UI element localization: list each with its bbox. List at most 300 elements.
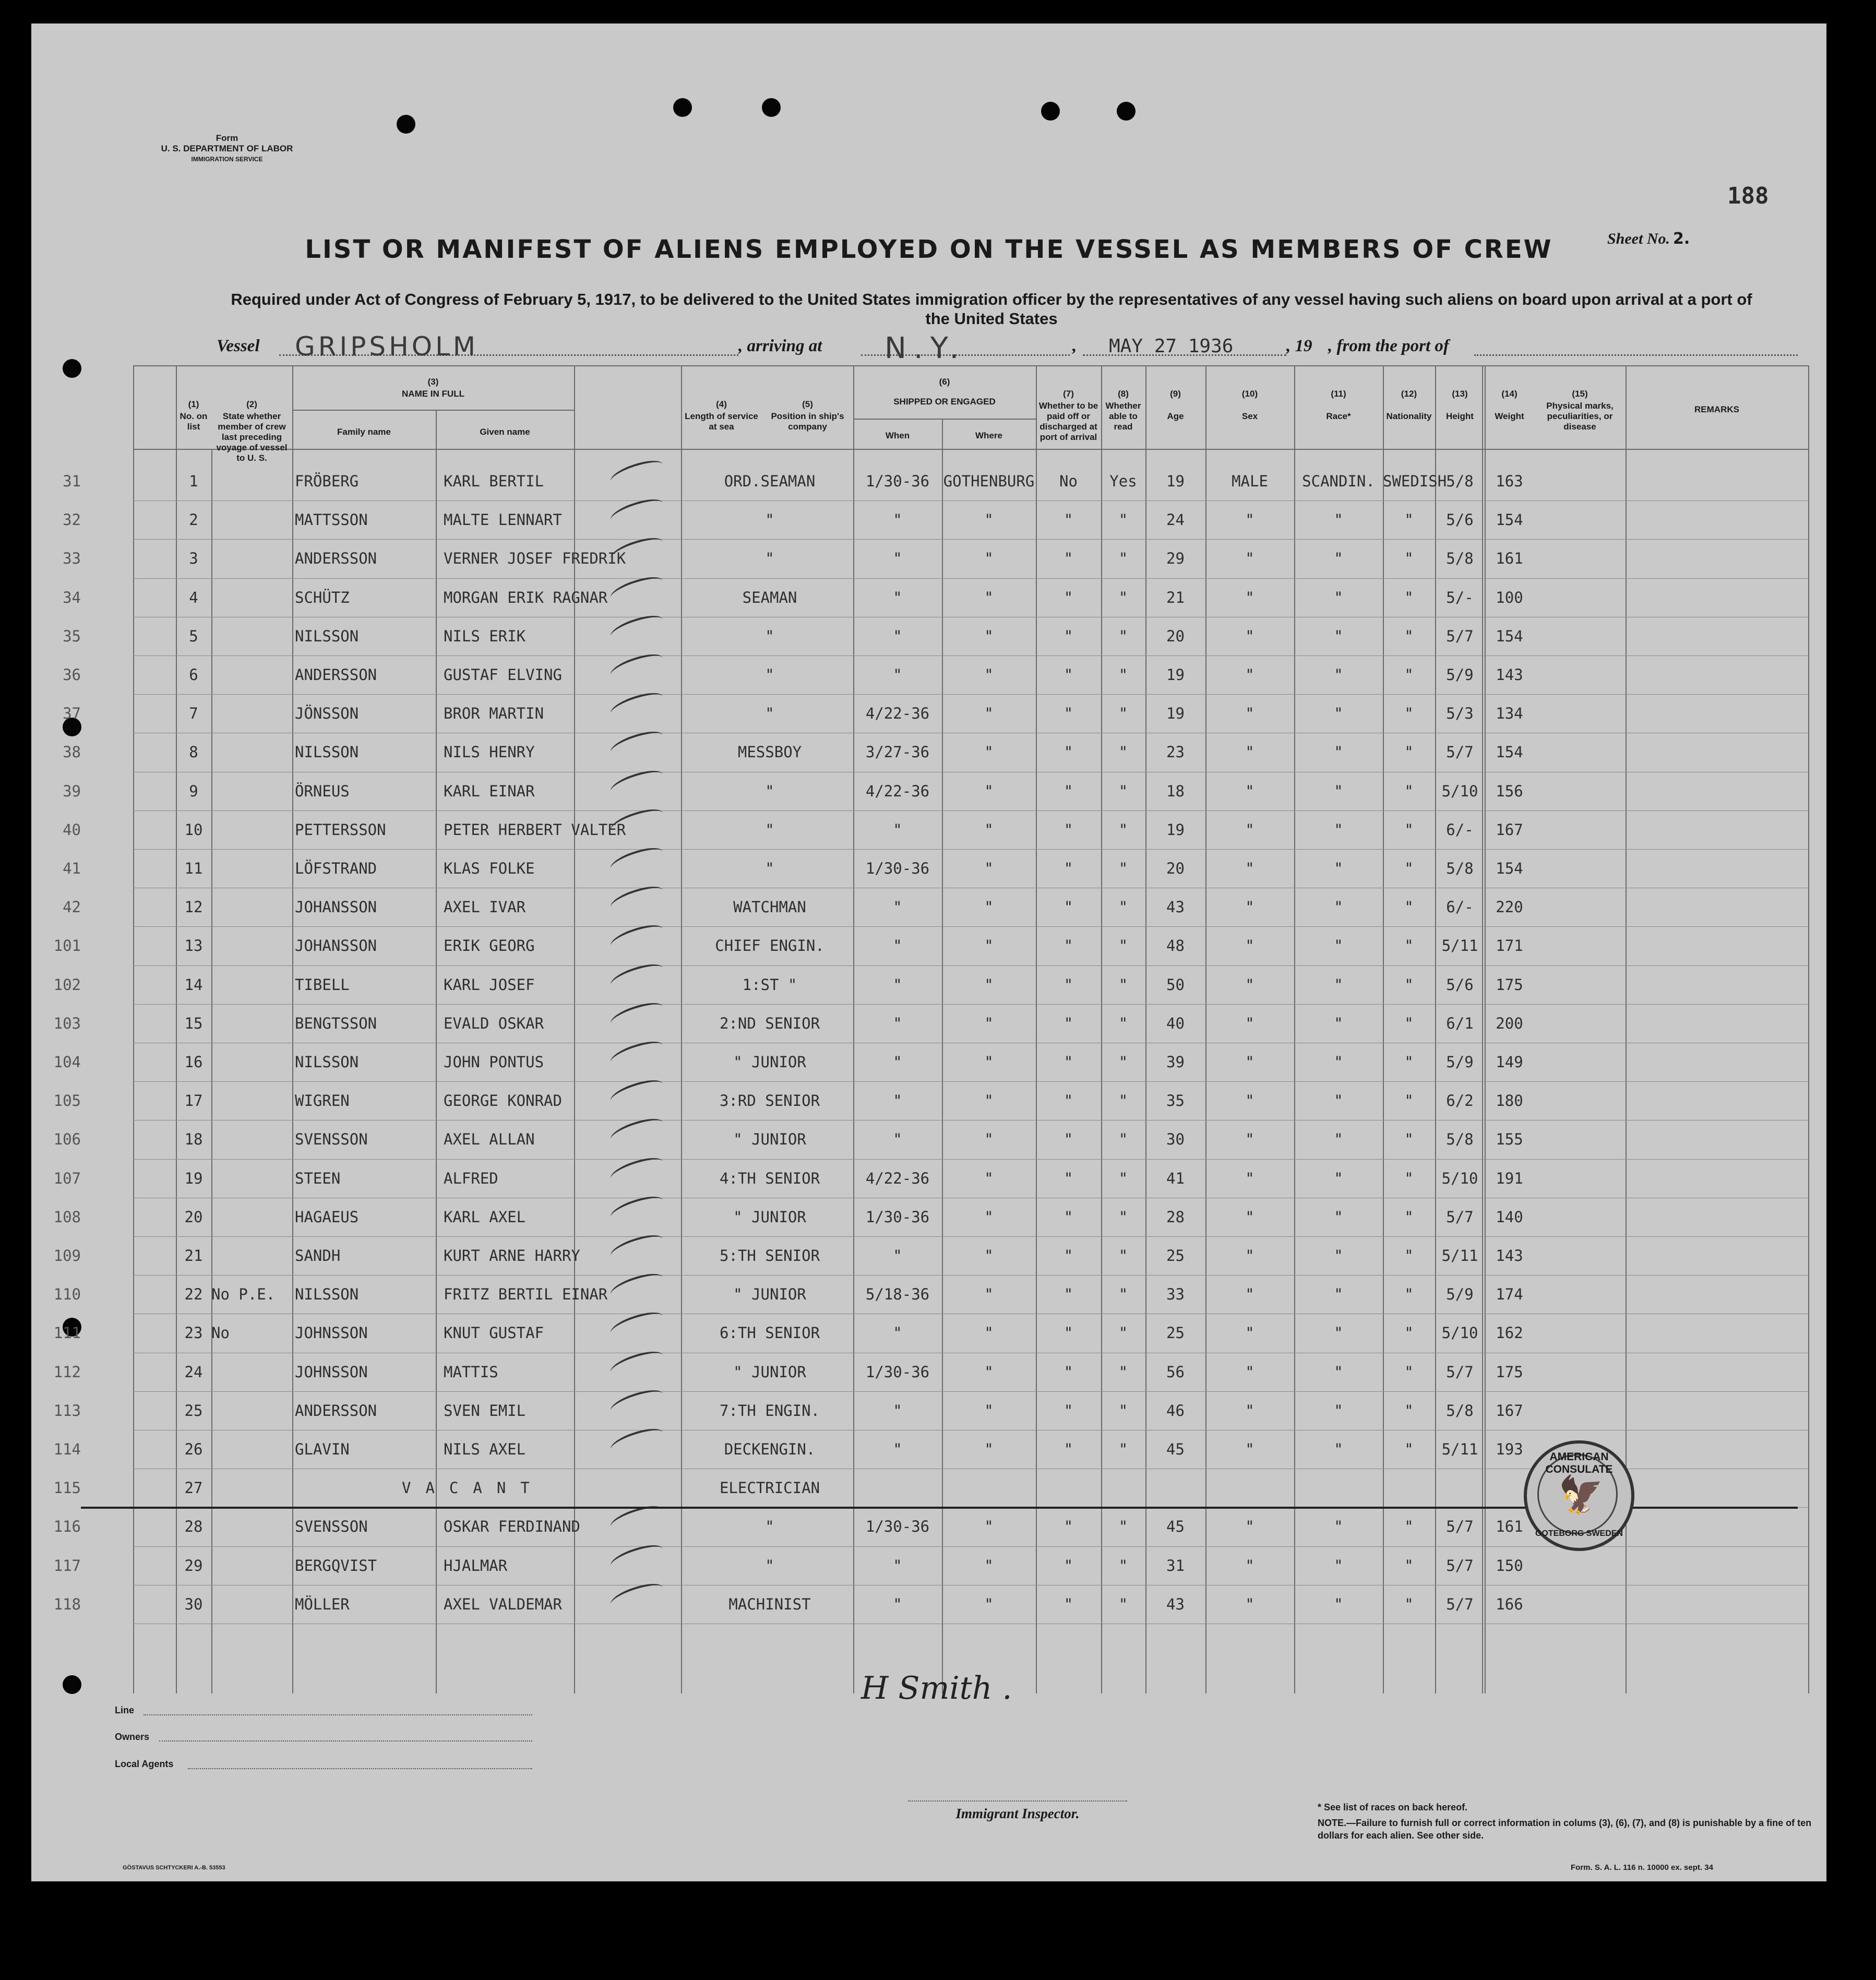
sex: " — [1245, 1247, 1254, 1265]
paid-off: " — [1064, 1053, 1073, 1071]
age: 45 — [1166, 1518, 1185, 1536]
paid-off: " — [1064, 1595, 1073, 1613]
paid-off: " — [1064, 588, 1073, 606]
age: 30 — [1166, 1130, 1185, 1149]
family-name: NILSSON — [295, 627, 359, 645]
table-row — [31, 655, 1826, 694]
sex: " — [1245, 1324, 1254, 1342]
paid-off: " — [1064, 1324, 1073, 1342]
list-number: 8 — [189, 743, 198, 761]
paid-off: " — [1064, 1169, 1073, 1187]
given-name: EVALD OSKAR — [444, 1014, 544, 1032]
shipped-when: 1/30-36 — [865, 1208, 930, 1226]
sex: " — [1245, 820, 1254, 839]
able-to-read: " — [1118, 820, 1128, 839]
family-name: PETTERSSON — [295, 820, 386, 839]
sheet-number: Sheet No. 2. — [1607, 230, 1690, 248]
family-name: VACANT — [402, 1479, 544, 1497]
given-name: KARL JOSEF — [444, 975, 535, 994]
sex: " — [1245, 898, 1254, 916]
nationality: " — [1404, 705, 1414, 723]
height: 5/7 — [1446, 627, 1474, 645]
sex: " — [1245, 511, 1254, 529]
family-name: NILSSON — [295, 1053, 359, 1071]
position: MACHINIST — [728, 1595, 811, 1613]
nationality: " — [1404, 743, 1414, 761]
sex: " — [1245, 937, 1254, 955]
shipped-where: " — [984, 666, 994, 684]
given-name: MALTE LENNART — [444, 511, 562, 529]
sex: " — [1245, 1130, 1254, 1149]
list-number: 26 — [184, 1440, 203, 1458]
given-name: MORGAN ERIK RAGNAR — [444, 588, 608, 606]
table-row — [31, 617, 1826, 655]
height: 5/8 — [1446, 472, 1474, 490]
position: " — [765, 550, 774, 568]
sex: " — [1245, 1208, 1254, 1226]
shipped-when: 4/22-36 — [865, 705, 930, 723]
list-number: 6 — [189, 666, 198, 684]
punch-hole — [1117, 102, 1136, 121]
height: 6/- — [1446, 820, 1474, 839]
column-header: Length of service at sea — [685, 411, 758, 432]
height: 5/11 — [1441, 1247, 1478, 1265]
position: ELECTRICIAN — [719, 1479, 820, 1497]
weight: 156 — [1496, 782, 1523, 800]
sheet-line-number: 41 — [63, 860, 81, 877]
race: " — [1334, 820, 1343, 839]
family-name: NILSSON — [295, 1285, 359, 1304]
paid-off: " — [1064, 1440, 1073, 1458]
position: " — [765, 627, 774, 645]
manifest-sheet — [31, 23, 1826, 1881]
family-name: BENGTSSON — [295, 1014, 377, 1032]
height: 5/8 — [1446, 860, 1474, 877]
manifest-table: (1) No. on list (2) State whether member of crew last preceding voyage of vessel to U. S. (3) NAME IN FULL Family name Given name (4) Length of service at sea (5) Position in ship's company (6) SHIPPED OR ENGAGED When Where (7) Whether to be paid off or discharged at port of arrival (8) Whether able to read (9) Age (10) Sex (11) Race* (12) Nationality (13) Height (14) Weight (15) Physical marks, peculiarities, or disease REMARKS — [133, 365, 1808, 1693]
weight: 162 — [1496, 1324, 1523, 1342]
race: " — [1334, 1440, 1343, 1458]
position: " — [765, 820, 774, 839]
list-number: 21 — [184, 1247, 203, 1265]
list-number: 23 — [184, 1324, 203, 1342]
paid-off: " — [1064, 627, 1073, 645]
shipped-when: " — [893, 1014, 902, 1032]
able-to-read: " — [1118, 1440, 1128, 1458]
sheet-line-number: 108 — [53, 1208, 81, 1226]
shipped-when: " — [893, 1556, 902, 1575]
shipped-when: " — [893, 820, 902, 839]
punch-hole — [397, 115, 415, 134]
age: 20 — [1166, 627, 1185, 645]
age: 39 — [1166, 1053, 1185, 1071]
sheet-line-number: 112 — [53, 1363, 81, 1381]
family-name: FRÖBERG — [295, 472, 359, 490]
weight: 220 — [1496, 898, 1523, 916]
height: 5/3 — [1446, 705, 1474, 723]
age: 31 — [1166, 1556, 1185, 1575]
nationality: " — [1404, 1285, 1414, 1304]
shipped-where: " — [984, 550, 994, 568]
column-header: SHIPPED OR ENGAGED — [893, 397, 996, 407]
race: " — [1334, 1247, 1343, 1265]
shipped-where: " — [984, 975, 994, 994]
list-number: 3 — [189, 550, 198, 568]
shipped-when: " — [893, 1130, 902, 1149]
paid-off: " — [1064, 511, 1073, 529]
height: 6/1 — [1446, 1014, 1474, 1032]
family-name: SVENSSON — [295, 1130, 368, 1149]
list-number: 9 — [189, 782, 198, 800]
comma: , — [1072, 337, 1077, 355]
form-reference: Form U. S. DEPARTMENT OF LABOR IMMIGRATION SERVICE — [161, 133, 293, 163]
position: " — [765, 705, 774, 723]
list-number: 2 — [189, 511, 198, 529]
given-name: KLAS FOLKE — [444, 860, 535, 877]
sex: " — [1245, 782, 1254, 800]
family-name: TIBELL — [295, 975, 350, 994]
able-to-read: " — [1118, 1324, 1128, 1342]
table-row — [31, 1120, 1826, 1159]
nationality: " — [1404, 1014, 1414, 1032]
shipped-where: " — [984, 1401, 994, 1420]
column-header: State whether member of crew last preceding voyage of vessel to U. S. — [216, 411, 288, 463]
column-subheader: Given name — [480, 427, 530, 437]
paid-off: " — [1064, 1208, 1073, 1226]
sheet-line-number: 113 — [53, 1401, 81, 1420]
family-name: LÖFSTRAND — [295, 860, 377, 877]
paid-off: " — [1064, 1285, 1073, 1304]
race: " — [1334, 705, 1343, 723]
weight: 166 — [1496, 1595, 1523, 1613]
age: 19 — [1166, 820, 1185, 839]
given-name: VERNER JOSEF FREDRIK — [444, 550, 626, 568]
race: " — [1334, 666, 1343, 684]
height: 5/11 — [1441, 1440, 1478, 1458]
height: 5/6 — [1446, 975, 1474, 994]
vessel-line — [217, 331, 1798, 365]
sex: " — [1245, 1363, 1254, 1381]
family-name: NILSSON — [295, 743, 359, 761]
list-number: 28 — [184, 1518, 203, 1536]
sex: " — [1245, 1401, 1254, 1420]
race: SCANDIN. — [1302, 472, 1375, 490]
paid-off: No — [1059, 472, 1078, 490]
able-to-read: " — [1118, 1285, 1128, 1304]
paid-off: " — [1064, 1092, 1073, 1110]
able-to-read: Yes — [1109, 472, 1137, 490]
list-number: 17 — [184, 1092, 203, 1110]
sex: " — [1245, 1014, 1254, 1032]
list-number: 5 — [189, 627, 198, 645]
table-row — [31, 462, 1826, 500]
able-to-read: " — [1118, 705, 1128, 723]
list-number: 11 — [184, 860, 203, 877]
weight: 140 — [1496, 1208, 1523, 1226]
shipped-where: " — [984, 860, 994, 877]
family-name: JOHNSSON — [295, 1324, 368, 1342]
age: 20 — [1166, 860, 1185, 877]
column-header: Height — [1446, 411, 1474, 421]
shipped-when: 1/30-36 — [865, 1363, 930, 1381]
shipped-where: " — [984, 782, 994, 800]
sex: " — [1245, 705, 1254, 723]
able-to-read: " — [1118, 1169, 1128, 1187]
height: 5/10 — [1441, 1324, 1478, 1342]
table-row — [31, 1353, 1826, 1391]
column-header: Whether to be paid off or discharged at port of arrival — [1038, 401, 1098, 442]
paid-off: " — [1064, 1518, 1073, 1536]
race: " — [1334, 1518, 1343, 1536]
given-name: MATTIS — [444, 1363, 498, 1381]
shipped-when: " — [893, 1053, 902, 1071]
age: 23 — [1166, 743, 1185, 761]
paid-off: " — [1064, 1401, 1073, 1420]
sheet-line-number: 106 — [53, 1130, 81, 1149]
able-to-read: " — [1118, 627, 1128, 645]
nationality: " — [1404, 782, 1414, 800]
race: " — [1334, 1014, 1343, 1032]
race: " — [1334, 1556, 1343, 1575]
weight: 150 — [1496, 1556, 1523, 1575]
sheet-line-number: 104 — [53, 1053, 81, 1071]
shipped-when: " — [893, 588, 902, 606]
height: 5/7 — [1446, 1363, 1474, 1381]
inspector-label: Immigrant Inspector. — [908, 1800, 1127, 1822]
punch-hole — [63, 359, 81, 378]
family-name: ÖRNEUS — [295, 782, 350, 800]
shipped-when: " — [893, 975, 902, 994]
sex: " — [1245, 1556, 1254, 1575]
nationality: " — [1404, 1518, 1414, 1536]
from-port-label: , from the port of — [1328, 337, 1449, 355]
shipped-where: " — [984, 1130, 994, 1149]
shipped-when: " — [893, 511, 902, 529]
table-row — [31, 1275, 1826, 1314]
position: DECKENGIN. — [724, 1440, 816, 1458]
nationality: " — [1404, 1363, 1414, 1381]
shipped-where: " — [984, 937, 994, 955]
height: 6/2 — [1446, 1092, 1474, 1110]
able-to-read: " — [1118, 1208, 1128, 1226]
family-name: ANDERSSON — [295, 550, 377, 568]
race: " — [1334, 1285, 1343, 1304]
shipped-where: " — [984, 1285, 994, 1304]
shipped-where: " — [984, 898, 994, 916]
paid-off: " — [1064, 1556, 1073, 1575]
position: 4:TH SENIOR — [719, 1169, 820, 1187]
family-name: ANDERSSON — [295, 1401, 377, 1420]
nationality: " — [1404, 666, 1414, 684]
position: " JUNIOR — [733, 1285, 806, 1304]
weight: 154 — [1496, 860, 1523, 877]
table-row — [31, 1546, 1826, 1585]
given-name: BROR MARTIN — [444, 705, 544, 723]
height: 5/9 — [1446, 1285, 1474, 1304]
arrival-date: MAY 27 1936 — [1109, 336, 1234, 357]
nationality: " — [1404, 588, 1414, 606]
given-name: NILS ERIK — [444, 627, 526, 645]
shipped-when: " — [893, 1595, 902, 1613]
age: 40 — [1166, 1014, 1185, 1032]
race: " — [1334, 782, 1343, 800]
sex: " — [1245, 1440, 1254, 1458]
weight: 193 — [1496, 1440, 1523, 1458]
shipped-when: 1/30-36 — [865, 860, 930, 877]
given-name: FRITZ BERTIL EINAR — [444, 1285, 608, 1304]
shipped-where: " — [984, 705, 994, 723]
list-number: 27 — [184, 1479, 203, 1497]
position: " — [765, 860, 774, 877]
shipped-where: " — [984, 627, 994, 645]
weight: 180 — [1496, 1092, 1523, 1110]
given-name: HJALMAR — [444, 1556, 508, 1575]
weight: 154 — [1496, 511, 1523, 529]
table-row — [31, 1236, 1826, 1275]
table-row — [31, 1198, 1826, 1236]
race: " — [1334, 975, 1343, 994]
given-name: KNUT GUSTAF — [444, 1324, 544, 1342]
column-header: NAME IN FULL — [402, 389, 464, 399]
race: " — [1334, 1595, 1343, 1613]
age: 24 — [1166, 511, 1185, 529]
family-name: JÖNSSON — [295, 705, 359, 723]
given-name: ERIK GEORG — [444, 937, 535, 955]
given-name: AXEL ALLAN — [444, 1130, 535, 1149]
height: 5/10 — [1441, 1169, 1478, 1187]
able-to-read: " — [1118, 1401, 1128, 1420]
race: " — [1334, 1092, 1343, 1110]
race: " — [1334, 1208, 1343, 1226]
able-to-read: " — [1118, 1363, 1128, 1381]
age: 19 — [1166, 666, 1185, 684]
paid-off: " — [1064, 1130, 1073, 1149]
weight: 175 — [1496, 1363, 1523, 1381]
column-header: Whether able to read — [1105, 401, 1141, 432]
table-row — [31, 1043, 1826, 1081]
race: " — [1334, 627, 1343, 645]
age: 41 — [1166, 1169, 1185, 1187]
list-number: 12 — [184, 898, 203, 916]
able-to-read: " — [1118, 1556, 1128, 1575]
able-to-read: " — [1118, 1092, 1128, 1110]
shipped-when: 5/18-36 — [865, 1285, 930, 1304]
position: " — [765, 511, 774, 529]
given-name: OSKAR FERDINAND — [444, 1518, 580, 1536]
nationality: " — [1404, 1208, 1414, 1226]
nationality: " — [1404, 1556, 1414, 1575]
paid-off: " — [1064, 1014, 1073, 1032]
list-number: 14 — [184, 975, 203, 994]
weight: 163 — [1496, 472, 1523, 490]
shipped-where: " — [984, 1014, 994, 1032]
race: " — [1334, 898, 1343, 916]
sheet-line-number: 116 — [53, 1518, 81, 1536]
nationality: " — [1404, 1092, 1414, 1110]
age: 33 — [1166, 1285, 1185, 1304]
position: MESSBOY — [737, 743, 802, 761]
sheet-line-number: 114 — [53, 1440, 81, 1458]
height: 5/6 — [1446, 511, 1474, 529]
sheet-line-number: 109 — [53, 1247, 81, 1265]
weight: 175 — [1496, 975, 1523, 994]
position: " JUNIOR — [733, 1130, 806, 1149]
punch-hole — [63, 1675, 81, 1694]
position: 2:ND SENIOR — [719, 1014, 820, 1032]
weight: 161 — [1496, 1518, 1523, 1536]
paid-off: " — [1064, 860, 1073, 877]
sheet-line-number: 42 — [63, 898, 81, 916]
shipped-where: " — [984, 1324, 994, 1342]
table-row — [31, 772, 1826, 810]
shipped-where: " — [984, 1169, 994, 1187]
table-row — [31, 810, 1826, 849]
sex: " — [1245, 1518, 1254, 1536]
able-to-read: " — [1118, 1518, 1128, 1536]
position: " JUNIOR — [733, 1053, 806, 1071]
list-number: 1 — [189, 472, 198, 490]
height: 5/7 — [1446, 1208, 1474, 1226]
sheet-line-number: 110 — [53, 1285, 81, 1304]
paid-off: " — [1064, 782, 1073, 800]
sex: MALE — [1232, 472, 1268, 490]
shipped-where: " — [984, 1247, 994, 1265]
family-name: HAGAEUS — [295, 1208, 359, 1226]
list-number: 18 — [184, 1130, 203, 1149]
weight: 174 — [1496, 1285, 1523, 1304]
arrival-port: N.Y. — [885, 331, 966, 365]
age: 35 — [1166, 1092, 1185, 1110]
family-name: SANDH — [295, 1247, 341, 1265]
nationality: " — [1404, 511, 1414, 529]
height: 6/- — [1446, 898, 1474, 916]
weight: 149 — [1496, 1053, 1523, 1071]
races-note: * See list of races on back hereof. — [1318, 1802, 1468, 1812]
sheet-line-number: 36 — [63, 666, 81, 684]
family-name: WIGREN — [295, 1092, 350, 1110]
list-number: 16 — [184, 1053, 203, 1071]
family-name: STEEN — [295, 1169, 341, 1187]
shipped-where: " — [984, 1440, 994, 1458]
weight: 100 — [1496, 588, 1523, 606]
paid-off: " — [1064, 1247, 1073, 1265]
given-name: AXEL IVAR — [444, 898, 526, 916]
able-to-read: " — [1118, 782, 1128, 800]
race: " — [1334, 550, 1343, 568]
column-subheader: Family name — [337, 427, 391, 437]
shipped-where: " — [984, 588, 994, 606]
weight: 155 — [1496, 1130, 1523, 1149]
nationality: " — [1404, 1130, 1414, 1149]
given-name: GUSTAF ELVING — [444, 666, 562, 684]
sheet-line-number: 102 — [53, 975, 81, 994]
table-row — [31, 578, 1826, 617]
sex: " — [1245, 1053, 1254, 1071]
height: 5/7 — [1446, 743, 1474, 761]
shipped-where: " — [984, 743, 994, 761]
shipped-when: 1/30-36 — [865, 1518, 930, 1536]
table-row — [31, 965, 1826, 1004]
race: " — [1334, 1130, 1343, 1149]
age: 45 — [1166, 1440, 1185, 1458]
given-name: KARL BERTIL — [444, 472, 544, 490]
shipped-when: " — [893, 1324, 902, 1342]
position: " — [765, 782, 774, 800]
column-header: Race* — [1326, 411, 1351, 421]
sheet-line-number: 117 — [53, 1556, 81, 1575]
shipped-where: " — [984, 1595, 994, 1613]
height: 5/8 — [1446, 550, 1474, 568]
column-header: Sex — [1241, 411, 1258, 421]
